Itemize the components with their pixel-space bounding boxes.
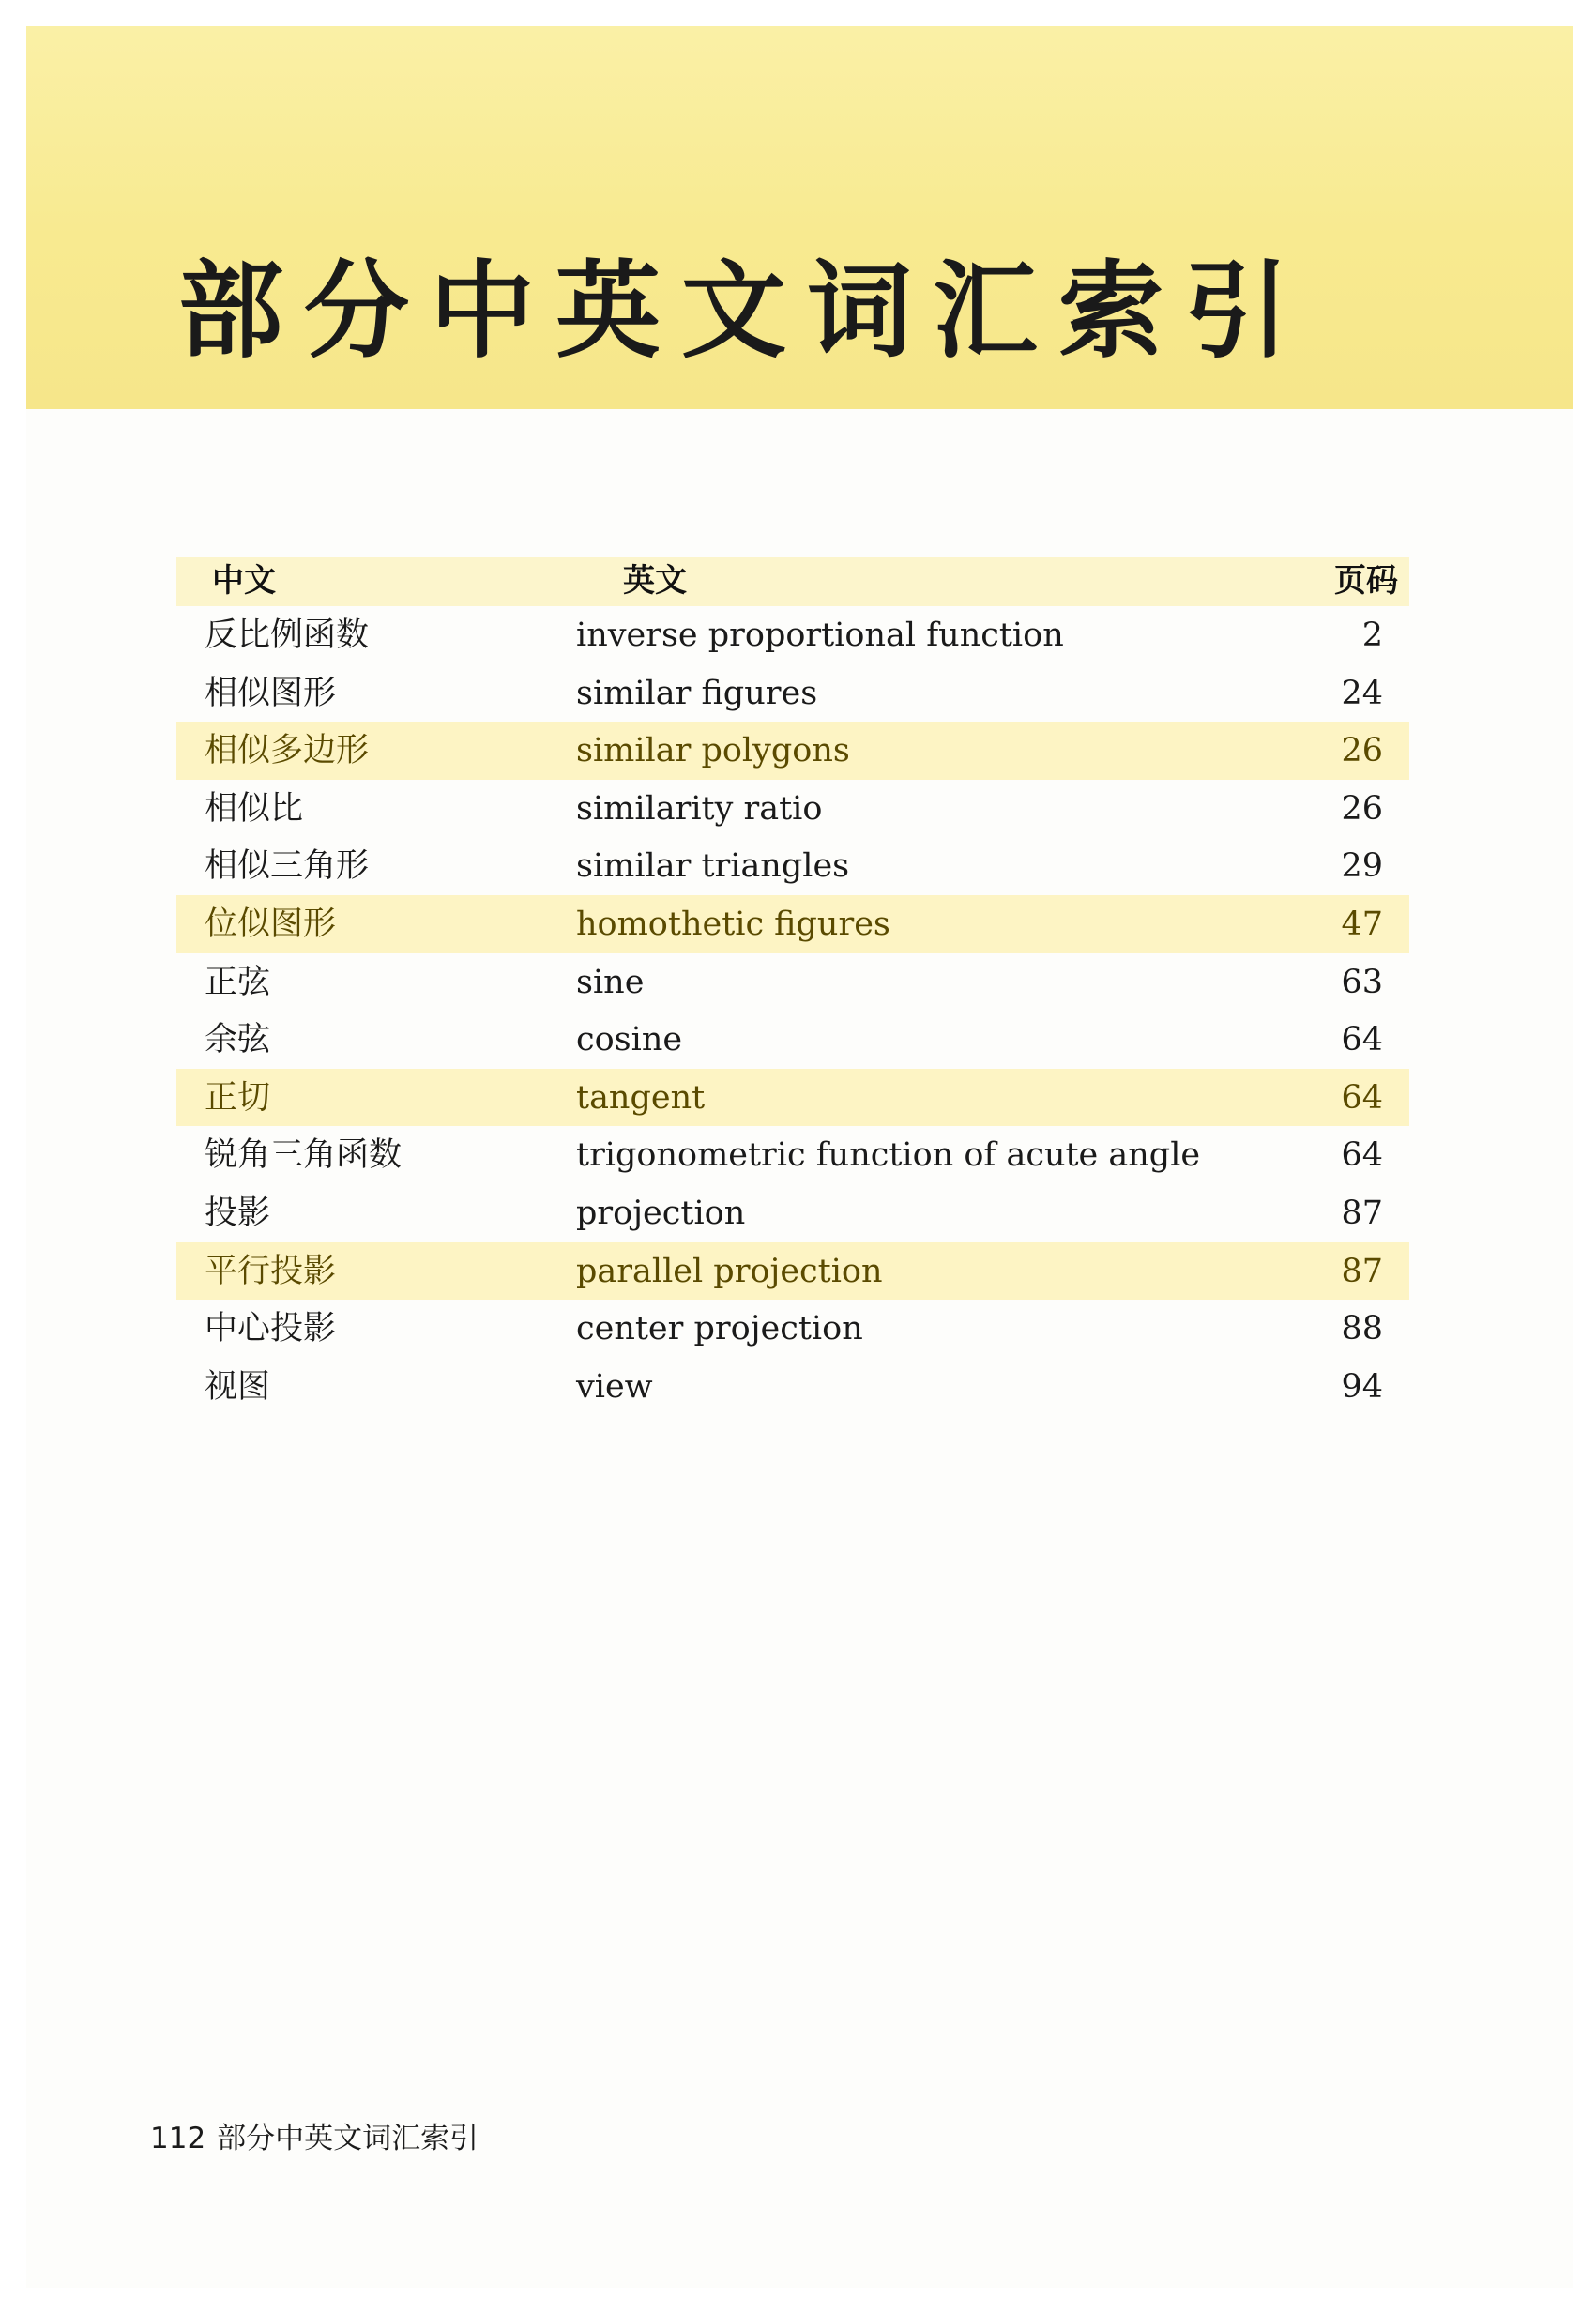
- term-chinese: 正弦: [205, 963, 271, 1001]
- table-row: [176, 1300, 1409, 1358]
- column-header-page: 页码: [1334, 562, 1398, 600]
- page-title: 部分中英文词汇索引: [178, 250, 1310, 373]
- term-page-number: 63: [1341, 963, 1383, 1001]
- table-row: [176, 1069, 1409, 1127]
- table-row: [176, 1011, 1409, 1069]
- term-chinese: 相似比: [205, 789, 304, 828]
- term-chinese: 视图: [205, 1367, 271, 1406]
- table-header-row: [176, 557, 1409, 606]
- table-row: [176, 895, 1409, 953]
- term-chinese: 锐角三角函数: [205, 1136, 403, 1175]
- term-page-number: 24: [1341, 674, 1383, 712]
- term-english: inverse proportional function: [576, 617, 1064, 654]
- term-chinese: 位似图形: [205, 905, 337, 943]
- table-row: [176, 1242, 1409, 1301]
- term-english: similar triangles: [576, 847, 850, 886]
- term-page-number: 47: [1341, 905, 1383, 943]
- table-row: [176, 664, 1409, 723]
- term-page-number: 87: [1341, 1194, 1383, 1232]
- term-english: tangent: [576, 1078, 706, 1117]
- column-header-chinese: 中文: [212, 562, 276, 600]
- term-english: parallel projection: [576, 1252, 883, 1290]
- vocabulary-table: [176, 557, 1409, 1415]
- term-english: center projection: [576, 1310, 863, 1348]
- column-header-english: 英文: [623, 562, 687, 600]
- term-english: cosine: [576, 1021, 683, 1059]
- term-chinese: 相似多边形: [205, 732, 370, 770]
- term-chinese: 中心投影: [205, 1310, 337, 1348]
- header-band: [26, 26, 1573, 409]
- term-page-number: 26: [1341, 789, 1383, 828]
- term-page-number: 26: [1341, 732, 1383, 770]
- term-chinese: 余弦: [205, 1021, 271, 1059]
- table-row: [176, 1184, 1409, 1242]
- page: [26, 26, 1573, 2288]
- term-chinese: 相似三角形: [205, 847, 370, 886]
- term-chinese: 投影: [205, 1194, 271, 1232]
- page-footer: [150, 2124, 479, 2154]
- term-page-number: 94: [1341, 1367, 1383, 1406]
- term-english: view: [576, 1367, 653, 1406]
- term-english: sine: [576, 963, 645, 1001]
- table-body: [176, 606, 1409, 1415]
- term-chinese: 反比例函数: [205, 617, 370, 654]
- term-page-number: 64: [1341, 1136, 1383, 1175]
- term-page-number: 64: [1341, 1078, 1383, 1117]
- term-english: similarity ratio: [576, 789, 823, 828]
- running-title: 部分中英文词汇索引: [217, 2122, 479, 2155]
- term-english: similar polygons: [576, 732, 850, 770]
- table-row: [176, 953, 1409, 1012]
- term-english: similar figures: [576, 674, 818, 712]
- term-english: projection: [576, 1194, 746, 1232]
- table-row: [176, 780, 1409, 838]
- term-chinese: 相似图形: [205, 674, 337, 712]
- term-page-number: 2: [1361, 617, 1383, 654]
- table-row: [176, 722, 1409, 780]
- term-chinese: 平行投影: [205, 1252, 337, 1290]
- term-english: trigonometric function of acute angle: [576, 1136, 1201, 1175]
- term-page-number: 64: [1341, 1021, 1383, 1059]
- term-page-number: 88: [1341, 1310, 1383, 1348]
- term-chinese: 正切: [205, 1078, 271, 1117]
- table-row: [176, 837, 1409, 895]
- term-page-number: 29: [1341, 847, 1383, 886]
- term-page-number: 87: [1341, 1252, 1383, 1290]
- table-row: [176, 1358, 1409, 1416]
- page-number: 112: [150, 2122, 206, 2155]
- table-row: [176, 1126, 1409, 1184]
- term-english: homothetic figures: [576, 905, 890, 943]
- table-row: [176, 606, 1409, 664]
